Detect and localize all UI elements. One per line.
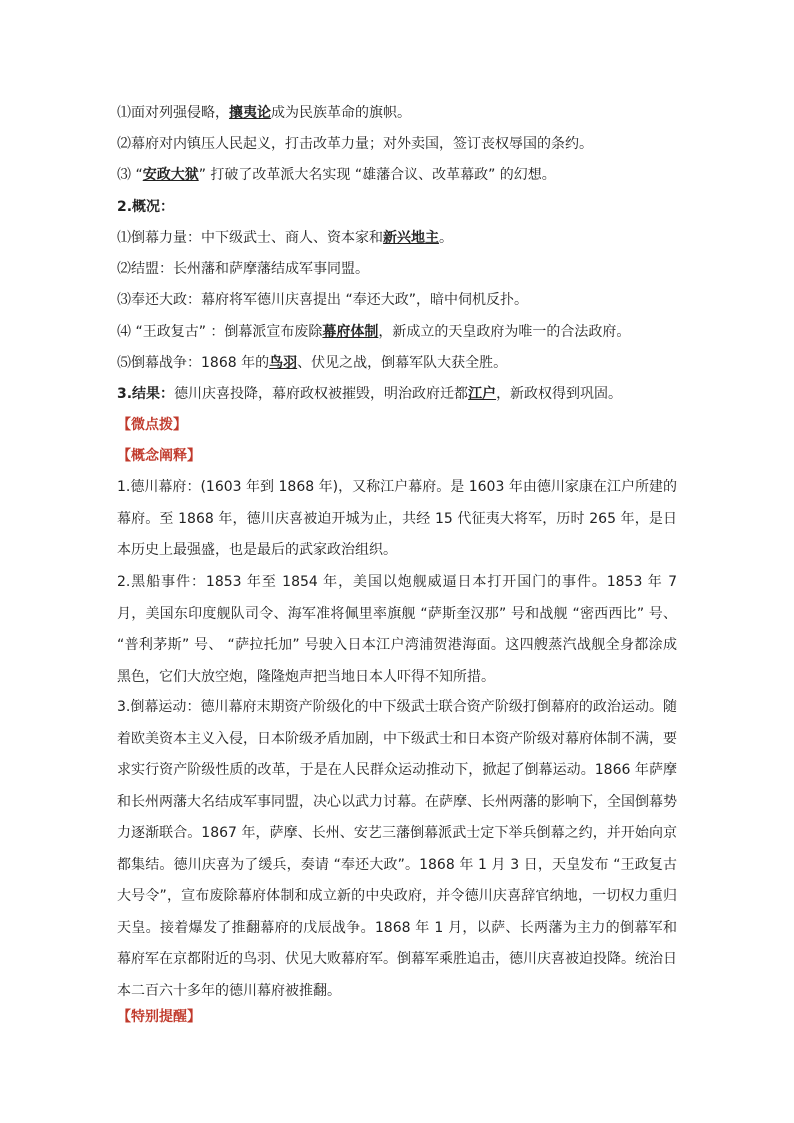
result-label: 3.结果： bbox=[117, 386, 175, 402]
section-reminder-heading: 【特别提醒】 bbox=[117, 1009, 201, 1025]
text: 、伏见之战，倒幕军队大获全胜。 bbox=[297, 355, 508, 371]
overview-heading: 2.概况： bbox=[117, 199, 175, 215]
concept-3: 3.倒幕运动：德川幕府末期资产阶级化的中下级武士联合资产阶级打倒幕府的政治运动。随着欧美资本主义入侵，日本阶级矛盾加剧，中下级武士和日本资产阶级对幕府体制不满，要求实行资产阶级性质的改革，于是在人民群众运动推动下，掀起了倒幕运动。1866 年萨摩和长州两藩大名结成军事同盟，决心以武力讨幕。在萨摩、长州两藩的影响下，全国倒幕势力逐渐联合。1867 年，萨摩、长州、安艺三藩倒幕派武士定下举兵倒幕之约，并开始向京都集结。德川庆喜为了缓兵，奏请 “奉还大政”。1868 年 1 月 3 日，天皇发布 “王政复古大号令”，宣布废除幕府体制和成立新的中央政府，并令德川庆喜辞官纳地，一切权力重归天皇。接着爆发了推翻幕府的戊辰战争。1868 年 1 月，以萨、长两藩为主力的倒幕军和幕府军在京都附近的鸟羽、伏见大败幕府军。倒幕军乘胜追击，德川庆喜被迫投降。统治日本二百六十多年的德川幕府被推翻。 bbox=[117, 699, 677, 999]
key-term: 攘夷论 bbox=[229, 105, 271, 121]
key-term: 鸟羽 bbox=[269, 355, 298, 371]
text: ⑷ “王政复古” ：倒幕派宣布废除 bbox=[117, 324, 323, 340]
overview-item-2: ⑵结盟：长州藩和萨摩藩结成军事同盟。 bbox=[117, 261, 369, 277]
text: ⑶ “ bbox=[117, 167, 143, 183]
key-term: 新兴地主 bbox=[383, 230, 439, 246]
concept-2: 2.黑船事件：1853 年至 1854 年，美国以炮舰威逼日本打开国门的事件。1853 年 7 月，美国东印度舰队司令、海军准将佩里率旗舰 “萨斯奎汉那” 号和战舰 “密西西比” 号、 “普利茅斯” 号、 “萨拉托加” 号驶入日本江户湾浦贺港海面。这四艘蒸汽战舰全身都涂成黑色，它们大放空炮，隆隆炮声把当地日本人吓得不知所措。 bbox=[117, 574, 677, 685]
key-term: 幕府体制 bbox=[322, 324, 379, 340]
concept-1: 1.德川幕府：(1603 年到 1868 年)，又称江户幕府。是 1603 年由德川家康在江户所建的幕府。至 1868 年，德川庆喜被迫开城为止，共经 15 代征夷大将军，历时 265 年，是日本历史上最强盛，也是最后的武家政治组织。 bbox=[117, 479, 677, 558]
text: ⑸倒幕战争：1868 年的 bbox=[117, 355, 270, 371]
cause-item-3 bbox=[117, 165, 556, 185]
overview-item-4 bbox=[117, 322, 630, 342]
section-concept-heading: 【概念阐释】 bbox=[117, 448, 201, 464]
text: ⑴面对列强侵略， bbox=[117, 105, 229, 121]
text: 德川庆喜投降，幕府政权被摧毁，明治政府迁都 bbox=[174, 386, 469, 402]
overview-item-5 bbox=[117, 353, 507, 373]
result-line bbox=[117, 384, 622, 404]
cause-item-1 bbox=[117, 103, 411, 123]
text: ，新成立的天皇政府为唯一的合法政府。 bbox=[378, 324, 631, 340]
key-term: 江户 bbox=[468, 386, 497, 402]
cause-item-2: ⑵幕府对内镇压人民起义，打击改革力量；对外卖国，签订丧权辱国的条约。 bbox=[117, 136, 593, 152]
text: ” 打破了改革派大名实现 “雄藩合议、改革幕政” 的幻想。 bbox=[198, 167, 556, 183]
text: 。 bbox=[439, 230, 453, 246]
text: ⑴倒幕力量：中下级武士、商人、资本家和 bbox=[117, 230, 383, 246]
key-term: 安政大狱 bbox=[142, 167, 199, 183]
section-tip-heading: 【微点拨】 bbox=[117, 417, 187, 433]
overview-item-3: ⑶奉还大政：幕府将军德川庆喜提出 “奉还大政”，暗中伺机反扑。 bbox=[117, 292, 528, 308]
overview-item-1 bbox=[117, 228, 453, 248]
text: ，新政权得到巩固。 bbox=[496, 386, 623, 402]
text: 成为民族革命的旗帜。 bbox=[271, 105, 411, 121]
